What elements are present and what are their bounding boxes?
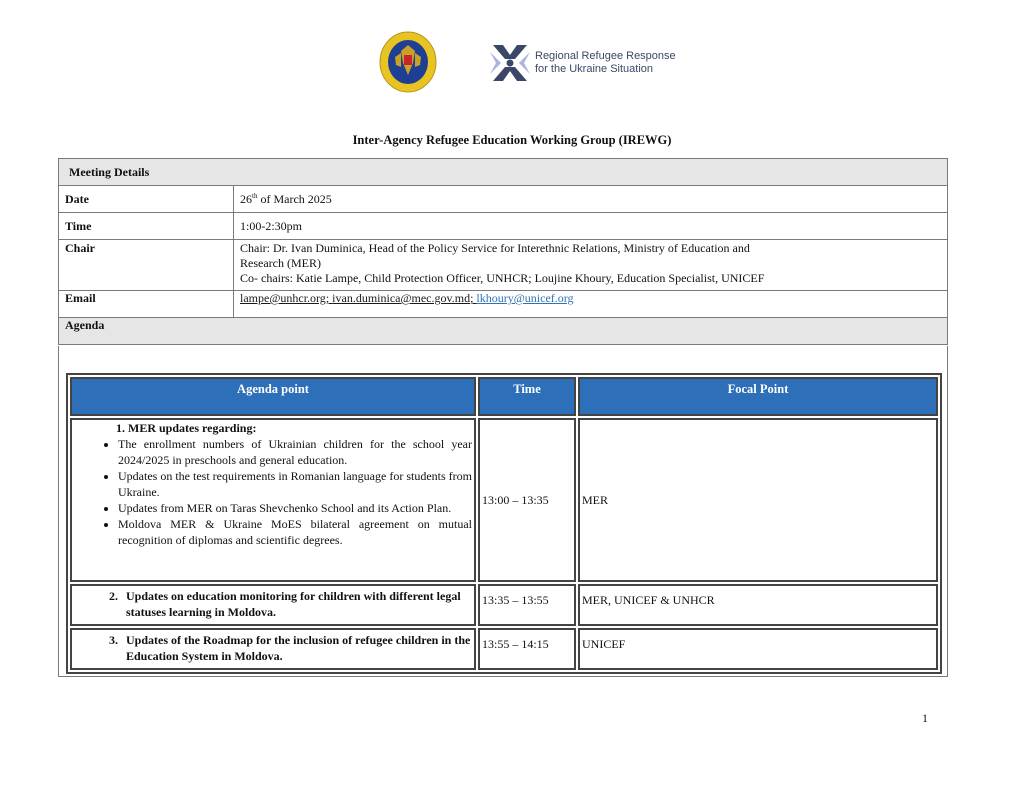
agenda-focal-cell: MER xyxy=(578,418,938,582)
page-number: 1 xyxy=(922,711,928,725)
agenda-header-row xyxy=(70,377,938,416)
regional-refugee-response-logo xyxy=(489,42,689,84)
agenda-bullet: • Moldova MER & Ukraine MoES bilateral agreement on mutual recognition of diplomas and scientific degrees. xyxy=(118,516,472,548)
agenda-time-cell: 13:35 – 13:55 xyxy=(478,584,576,626)
agenda-point-header: Agenda point xyxy=(70,377,476,416)
agenda-item-number: 3. xyxy=(109,633,118,647)
agenda-section xyxy=(58,346,948,677)
agenda-item-text: Updates of the Roadmap for the inclusion of refugee children in the Education System in Moldova. xyxy=(126,633,471,663)
email-separator: ; xyxy=(470,291,477,305)
email-link-khoury[interactable]: lkhoury@unicef.org xyxy=(476,291,574,305)
r3-line-2: for the Ukraine Situation xyxy=(535,63,654,75)
time-label: Time xyxy=(59,213,234,240)
header-logos xyxy=(0,30,1024,100)
agenda-item-title: 1. MER updates regarding: xyxy=(116,421,257,435)
agenda-item-number: 2. xyxy=(109,589,118,603)
agenda-focal-cell: MER, UNICEF & UNHCR xyxy=(578,584,938,626)
agenda-bullet-list xyxy=(74,436,472,548)
agenda-point-cell xyxy=(70,418,476,582)
meeting-details-table xyxy=(58,158,948,345)
email-link-lampe[interactable]: lampe@unhcr.org xyxy=(240,291,326,305)
date-rest: of March 2025 xyxy=(260,191,332,206)
date-label: Date xyxy=(59,186,234,213)
document-title: Inter-Agency Refugee Education Working Group (IREWG) xyxy=(352,133,672,147)
moldova-seal-logo xyxy=(379,31,437,93)
agenda-time-cell: 13:00 – 13:35 xyxy=(478,418,576,582)
agenda-table xyxy=(66,373,942,674)
agenda-time-cell: 13:55 – 14:15 xyxy=(478,628,576,670)
chair-label: Chair xyxy=(59,240,234,291)
email-separator: ; xyxy=(325,291,333,305)
time-value: 1:00-2:30pm xyxy=(234,213,948,240)
chair-value xyxy=(234,240,948,291)
agenda-item-text: Updates on education monitoring for children with different legal statuses learning in Moldova. xyxy=(126,589,461,619)
email-label: Email xyxy=(59,291,234,318)
agenda-bullet: • The enrollment numbers of Ukrainian children for the school year 2024/2025 in preschools and general education. xyxy=(118,436,472,468)
email-value xyxy=(234,291,948,318)
chair-line-2: Research (MER) xyxy=(240,256,321,270)
agenda-focal-cell: UNICEF xyxy=(578,628,938,670)
agenda-row xyxy=(70,418,938,582)
agenda-bullet: • Updates on the test requirements in Romanian language for students from Ukraine. xyxy=(118,468,472,500)
focal-point-header: Focal Point xyxy=(578,377,938,416)
date-value xyxy=(234,186,948,213)
agenda-row xyxy=(70,628,938,670)
agenda-point-cell xyxy=(70,584,476,626)
meeting-details-heading: Meeting Details xyxy=(59,159,948,186)
date-day: 26 xyxy=(240,191,252,206)
email-link-duminica[interactable]: ivan.duminica@mec.gov.md xyxy=(332,291,471,305)
date-suffix: th xyxy=(252,191,258,200)
agenda-bullet: • Updates from MER on Taras Shevchenko School and its Action Plan. xyxy=(118,500,472,516)
r3-cross-icon xyxy=(489,42,531,84)
agenda-point-cell xyxy=(70,628,476,670)
chair-line-3: Co- chairs: Katie Lampe, Child Protection Officer, UNHCR; Loujine Khoury, Education Specialist, UNICEF xyxy=(240,271,765,285)
r3-line-1: Regional Refugee Response xyxy=(535,50,676,62)
agenda-heading: Agenda xyxy=(59,318,948,345)
time-header: Time xyxy=(478,377,576,416)
agenda-row xyxy=(70,584,938,626)
chair-line-1: Chair: Dr. Ivan Duminica, Head of the Policy Service for Interethnic Relations, Ministry of Education and xyxy=(240,241,750,255)
